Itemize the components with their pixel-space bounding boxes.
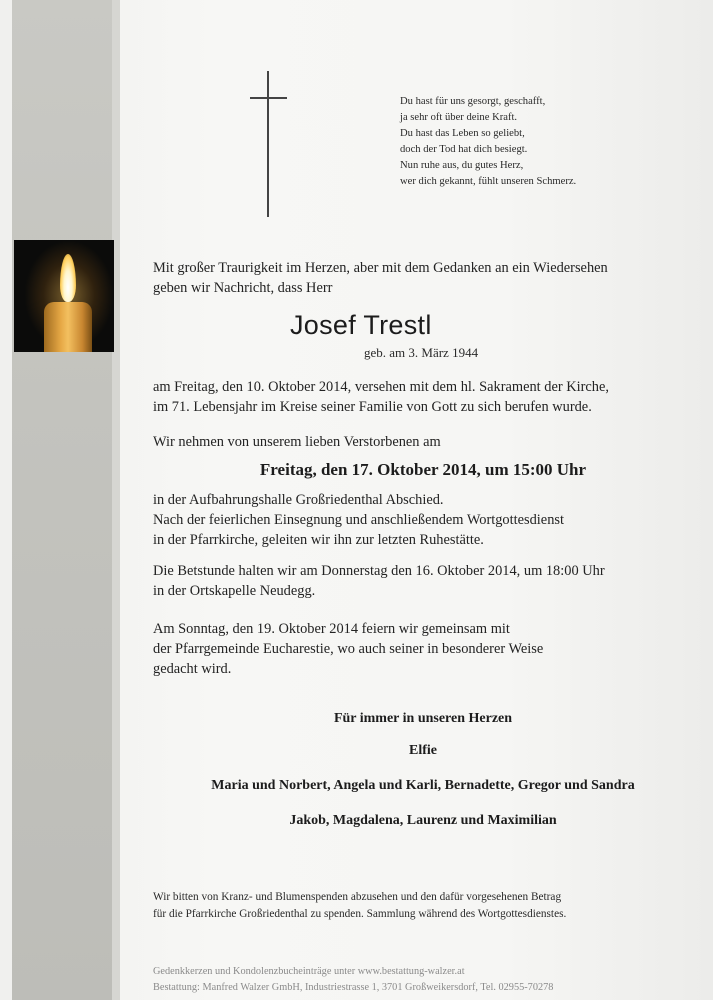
ceremony-line: Nach der feierlichen Einsegnung und anschließendem Wortgottesdienst	[153, 512, 564, 528]
memorial-poem	[400, 94, 690, 190]
mass-paragraph	[153, 619, 693, 679]
mass-line: gedacht wird.	[153, 661, 232, 677]
death-notice-line: im 71. Lebensjahr im Kreise seiner Familie von Gott zu sich berufen wurde.	[153, 399, 592, 415]
prayer-line: Die Betstunde halten wir am Donnerstag den 16. Oktober 2014, um 18:00 Uhr	[153, 563, 605, 579]
death-notice-paragraph	[153, 377, 693, 417]
prayer-line: in der Ortskapelle Neudegg.	[153, 583, 316, 599]
poem-line: ja sehr oft über deine Kraft.	[400, 112, 518, 123]
cross-icon-horizontal	[250, 97, 287, 99]
mass-line: Am Sonntag, den 19. Oktober 2014 feiern wir gemeinsam mit	[153, 621, 510, 637]
donation-note-line: Wir bitten von Kranz- und Blumenspenden abzusehen und den dafür vorgesehenen Betrag	[153, 891, 562, 903]
funeral-datetime: Freitag, den 17. Oktober 2014, um 15:00 Uhr	[259, 460, 587, 479]
stripe-edge	[112, 0, 120, 1000]
decorative-side-stripe	[12, 0, 120, 1000]
grandchildren-names: Jakob, Magdalena, Laurenz und Maximilian	[289, 813, 557, 828]
ceremony-line: in der Pfarrkirche, geleiten wir ihn zur letzten Ruhestätte.	[153, 532, 484, 548]
footer-line: Gedenkkerzen und Kondolenzbucheinträge unter www.bestattung-walzer.at	[153, 966, 465, 977]
prayer-paragraph	[153, 561, 693, 601]
footer-line: Bestattung: Manfred Walzer GmbH, Industriestrasse 1, 3701 Großweikersdorf, Tel. 02955-70278	[153, 982, 554, 993]
poem-line: Du hast für uns gesorgt, geschafft,	[400, 96, 546, 107]
farewell-intro-line: Wir nehmen von unserem lieben Verstorbenen am	[153, 434, 441, 450]
poem-line: Du hast das Leben so geliebt,	[400, 128, 525, 139]
deceased-name: Josef Trestl	[290, 310, 432, 340]
farewell-intro	[153, 432, 693, 452]
cross-icon-vertical	[267, 71, 269, 217]
intro-line: geben wir Nachricht, dass Herr	[153, 280, 333, 296]
intro-line: Mit großer Traurigkeit im Herzen, aber mit dem Gedanken an ein Wiedersehen	[153, 260, 608, 276]
death-notice-line: am Freitag, den 10. Oktober 2014, versehen mit dem hl. Sakrament der Kirche,	[153, 379, 609, 395]
poem-line: wer dich gekannt, fühlt unseren Schmerz.	[400, 176, 577, 187]
donation-note-line: für die Pfarrkirche Großriedenthal zu spenden. Sammlung während des Wortgottesdienstes.	[153, 908, 567, 920]
intro-paragraph	[153, 258, 693, 298]
children-names: Maria und Norbert, Angela und Karli, Bernadette, Gregor und Sandra	[211, 778, 635, 793]
ceremony-line: in der Aufbahrungshalle Großriedenthal Abschied.	[153, 492, 444, 508]
birth-date: geb. am 3. März 1944	[364, 345, 479, 360]
donation-note	[153, 889, 693, 923]
spouse-name: Elfie	[409, 743, 437, 758]
poem-line: doch der Tod hat dich besiegt.	[400, 144, 528, 155]
poem-line: Nun ruhe aus, du gutes Herz,	[400, 160, 524, 171]
ceremony-paragraph	[153, 490, 693, 550]
mass-line: der Pfarrgemeinde Eucharestie, wo auch seiner in besonderer Weise	[153, 641, 544, 657]
funeral-home-footer	[153, 964, 713, 996]
closing-motto: Für immer in unseren Herzen	[333, 711, 513, 726]
